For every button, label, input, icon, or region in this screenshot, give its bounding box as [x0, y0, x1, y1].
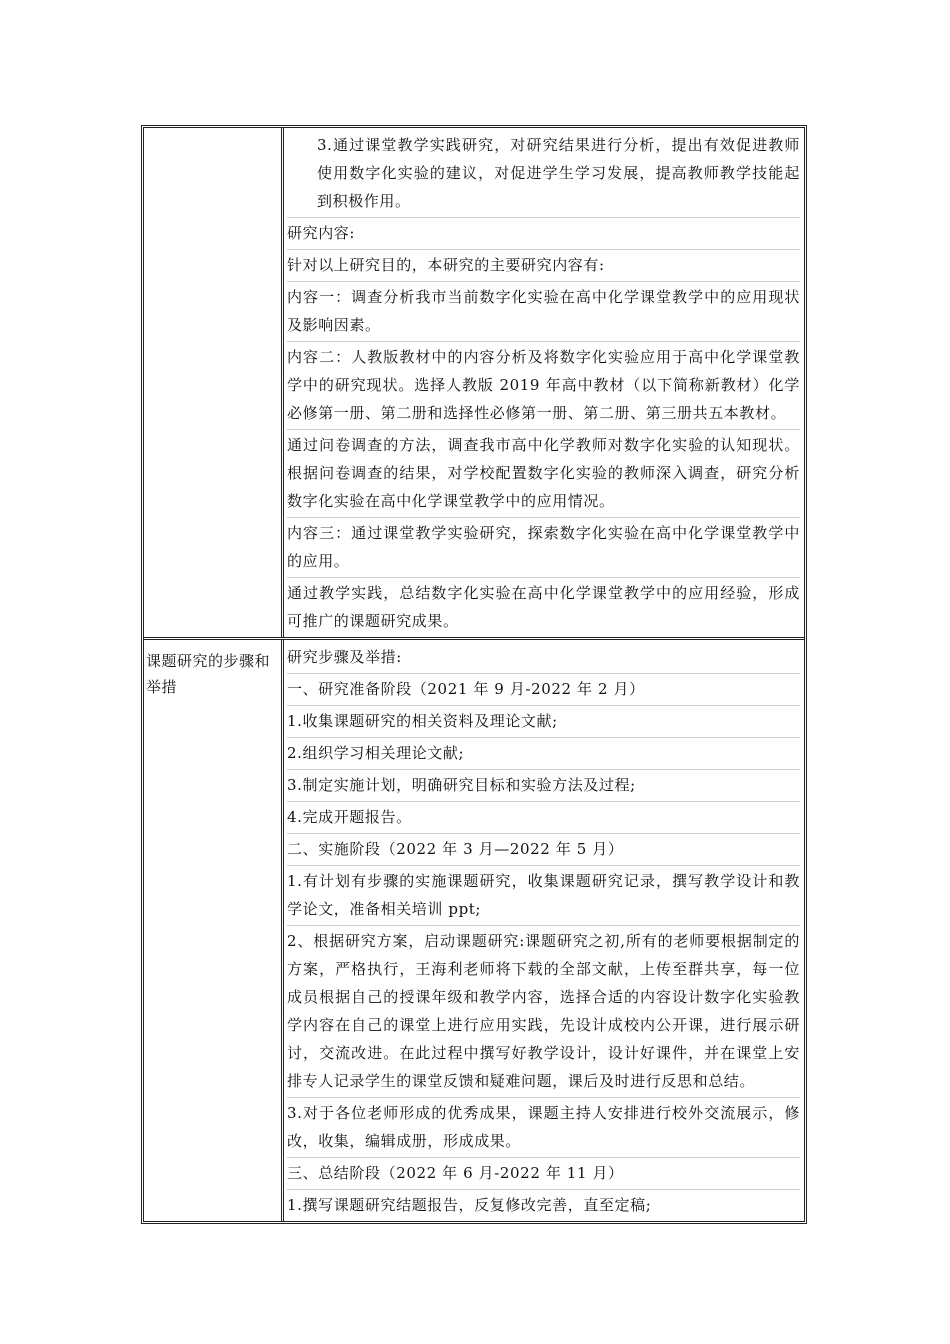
paragraph: 针对以上研究目的，本研究的主要研究内容有:	[287, 250, 800, 282]
table-row-research-steps	[144, 637, 804, 1221]
paragraph: 内容三：通过课堂教学实验研究，探索数字化实验在高中化学课堂教学中的应用。	[287, 518, 800, 578]
paragraph: 内容二：人教版教材中的内容分析及将数字化实验应用于高中化学课堂教学中的研究现状。选择人教版 2019 年高中教材（以下简称新教材）化学必修第一册、第二册和选择性必修第一册、第二册、第三册共五本教材。	[287, 342, 800, 430]
paragraph: 2.组织学习相关理论文献;	[287, 738, 800, 770]
paragraph: 研究内容:	[287, 218, 800, 250]
paragraph: 3.对于各位老师形成的优秀成果，课题主持人安排进行校外交流展示，修改，收集，编辑成册，形成成果。	[287, 1098, 800, 1158]
paragraph: 3.制定实施计划，明确研究目标和实验方法及过程;	[287, 770, 800, 802]
table-row-research-content	[144, 128, 804, 637]
paragraph: 通过问卷调查的方法，调查我市高中化学教师对数字化实验的认知现状。根据问卷调查的结果，对学校配置数字化实验的教师深入调查，研究分析数字化实验在高中化学课堂教学中的应用情况。	[287, 430, 800, 518]
paragraph: 1.撰写课题研究结题报告，反复修改完善，直至定稿;	[287, 1196, 652, 1214]
paragraph: 一、研究准备阶段（2021 年 9 月-2022 年 2 月）	[287, 674, 800, 706]
paragraph: 二、实施阶段（2022 年 3 月—2022 年 5 月）	[287, 834, 800, 866]
paragraph: 内容一：调查分析我市当前数字化实验在高中化学课堂教学中的应用现状及影响因素。	[287, 282, 800, 342]
paragraph: 3.通过课堂教学实践研究，对研究结果进行分析，提出有效促进教师使用数字化实验的建议，对促进学生学习发展，提高教师教学技能起到积极作用。	[287, 130, 800, 218]
row-label: 课题研究的步骤和举措	[144, 640, 284, 1221]
row-label	[144, 128, 284, 637]
paragraph: 研究步骤及举措:	[287, 642, 800, 674]
row-body	[284, 128, 804, 637]
paragraph: 1.有计划有步骤的实施课题研究，收集课题研究记录，撰写教学设计和教学论文，准备相关培训 ppt;	[287, 866, 800, 926]
paragraph: 通过教学实践，总结数字化实验在高中化学课堂教学中的应用经验，形成可推广的课题研究成果。	[287, 584, 800, 630]
content-table	[141, 125, 807, 1224]
paragraph: 1.收集课题研究的相关资料及理论文献;	[287, 706, 800, 738]
paragraph: 4.完成开题报告。	[287, 802, 800, 834]
paragraph: 2、根据研究方案，启动课题研究:课题研究之初,所有的老师要根据制定的方案，严格执行，王海利老师将下载的全部文献，上传至群共享，每一位成员根据自己的授课年级和教学内容，选择合适的内容设计数字化实验教学内容在自己的课堂上进行应用实践，先设计成校内公开课，进行展示研讨，交流改进。在此过程中撰写好教学设计，设计好课件，并在课堂上安排专人记录学生的课堂反馈和疑难问题，课后及时进行反思和总结。	[287, 926, 800, 1098]
row-body	[284, 640, 804, 1221]
paragraph: 三、总结阶段（2022 年 6 月-2022 年 11 月）	[287, 1158, 800, 1190]
